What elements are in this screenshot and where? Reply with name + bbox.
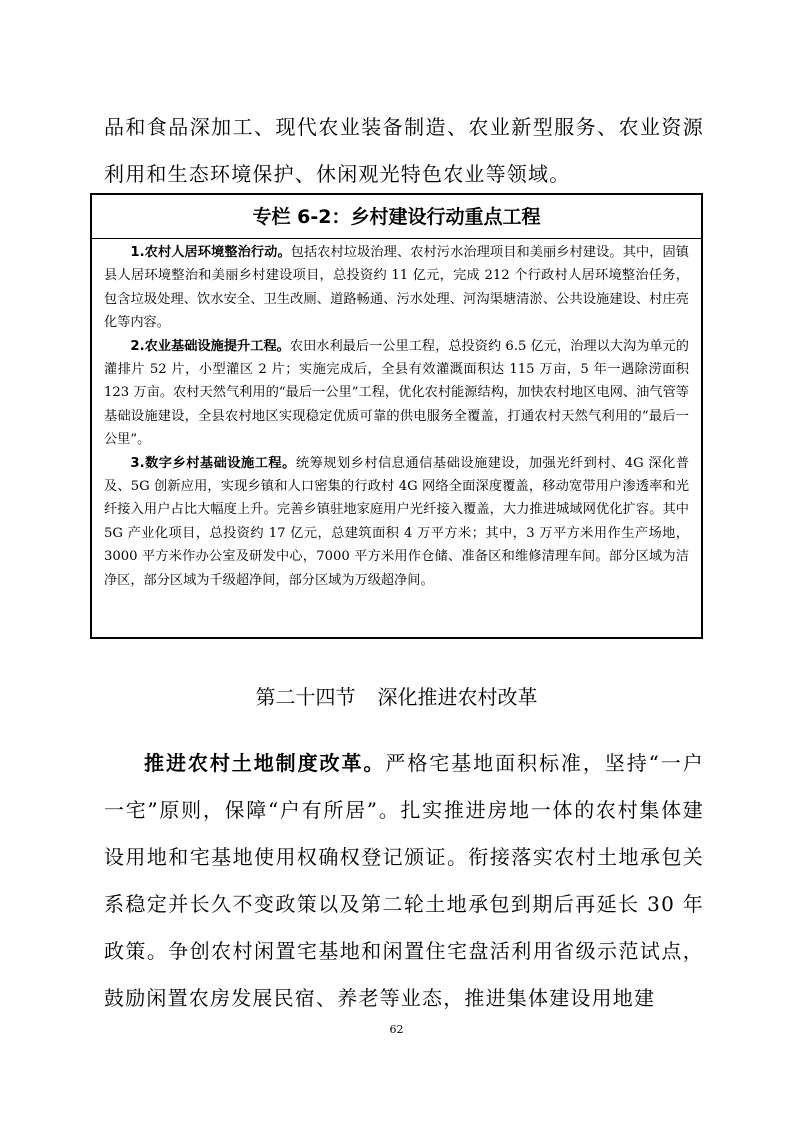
feature-item	[104, 335, 689, 452]
feature-item-lead: 2.农业基础设施提升工程。	[130, 338, 290, 354]
section-number: 第二十四节	[255, 685, 356, 709]
paragraph-text: 严格宅基地面积标准，坚持“一户一宅”原则，保障“户有所居”。扎实推进房地一体的农村集体建设用地和宅基地使用权确权登记颁证。衔接落实农村土地承包关系稳定并长久不变政策以及第二轮土地承包到期后再延长 30 年政策。争创农村闲置宅基地和闲置住宅盘活利用省级示范试点，鼓励闲置农房发展民宿、养老等业态，推进集体建设用地建	[104, 751, 704, 1010]
section-heading	[0, 682, 793, 712]
paragraph-lead: 推进农村土地制度改革。	[144, 751, 386, 775]
paragraph	[104, 740, 704, 1022]
feature-item-text: 农田水利最后一公里工程，总投资约 6.5 亿元，治理以大沟为单元的灌排片 52 片，小型灌区 2 片；实施完成后，全县有效灌溉面积达 115 万亩，5 年一遇除涝面积 123 万亩。农村天然气利用的“最后一公里”工程，优化农村能源结构，加快农村地区电网、油气管等基础设施建设，全县农村地区实现稳定优质可靠的供电服务全覆盖，打通农村天然气利用的“最后一公里”。	[104, 338, 689, 448]
feature-item-lead: 3.数字乡村基础设施工程。	[130, 455, 296, 471]
feature-item	[104, 241, 689, 335]
feature-item-lead: 1.农村人居环境整治行动。	[130, 245, 291, 260]
page-number: 62	[389, 1023, 404, 1036]
intro-text: 品和食品深加工、现代农业装备制造、农业新型服务、农业资源利用和生态环境保护、休闲观光特色农业等领域。	[104, 115, 704, 186]
feature-box-title: 专栏 6-2：乡村建设行动重点工程	[92, 195, 701, 239]
feature-item-text: 统筹规划乡村信息通信基础设施建设，加强光纤到村、4G 深化普及、5G 创新应用，实现乡镇和人口密集的行政村 4G 网络全面深度覆盖，移动宽带用户渗透率和光纤接入用户占比大幅度上升。完善乡镇驻地家庭用户光纤接入覆盖，大力推进城域网优化扩容。其中 5G 产业化项目，总投资约 17 亿元，总建筑面积 4 万平方米；其中，3 万平方米用作生产场地，3000 平方米作办公室及研发中心，7000 平方米用作仓储、准备区和维修清理车间。部分区域为洁净区，部分区域为千级超净间，部分区域为万级超净间。	[104, 455, 690, 588]
section-title: 深化推进农村改革	[377, 685, 538, 709]
feature-item	[104, 452, 689, 592]
feature-item-text: 包括农村垃圾治理、农村污水治理项目和美丽乡村建设。其中，固镇县人居环境整治和美丽乡村建设项目，总投资约 11 亿元，完成 212 个行政村人居环境整治任务，包含垃圾处理、饮水安全、卫生改厕、道路畅通、污水处理、河沟渠塘清淤、公共设施建设、村庄亮化等内容。	[104, 245, 689, 331]
feature-box	[90, 193, 703, 639]
body-paragraph	[104, 740, 704, 1022]
feature-box-body	[92, 239, 701, 592]
intro-paragraph	[104, 104, 704, 198]
